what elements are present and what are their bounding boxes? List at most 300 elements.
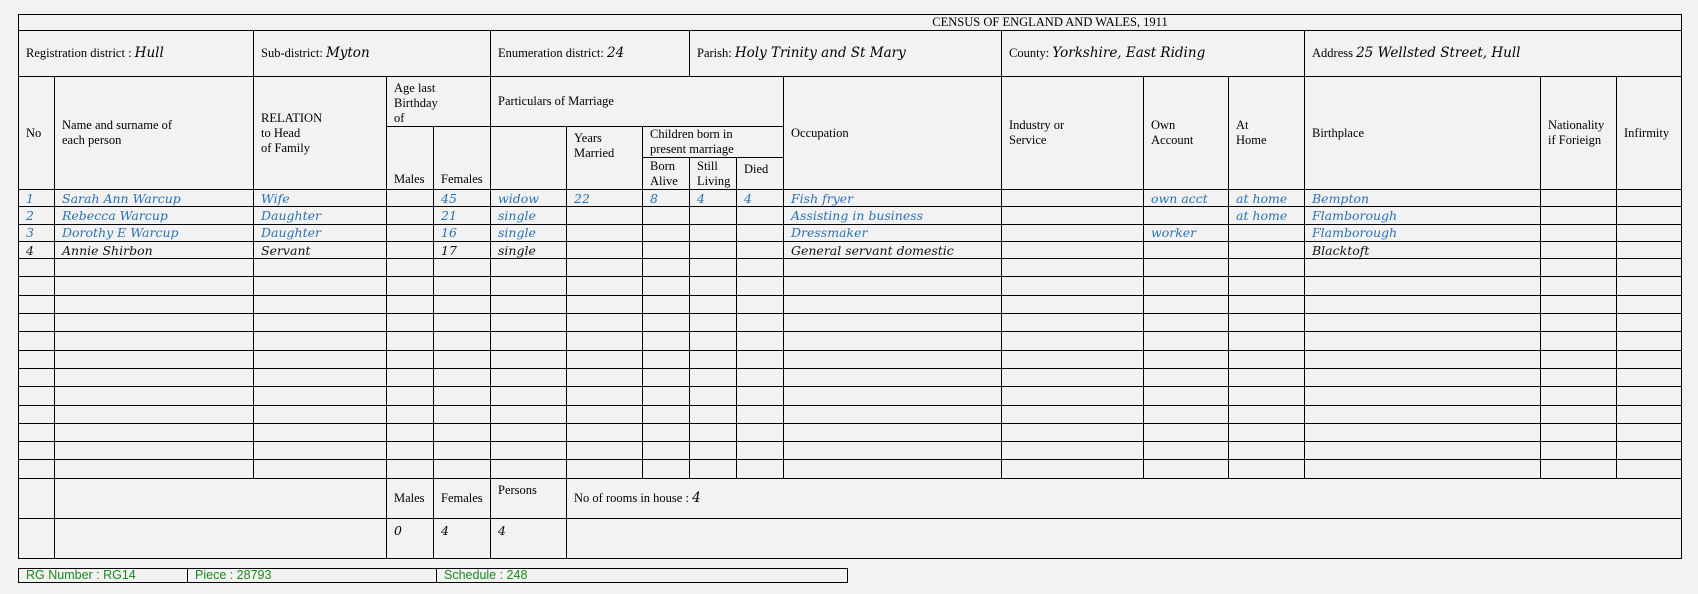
blank-cell — [491, 259, 567, 277]
header-died: Died — [737, 158, 784, 190]
blank-cell — [737, 332, 784, 350]
blank-cell — [55, 387, 254, 405]
blank-cell — [1541, 442, 1617, 460]
blank-cell — [434, 350, 491, 368]
county-label: County: — [1009, 46, 1050, 60]
address-label: Address — [1312, 46, 1353, 60]
blank-cell — [1229, 314, 1305, 332]
blank-cell — [19, 460, 55, 478]
census-title: CENSUS OF ENGLAND AND WALES, 1911 — [19, 15, 1682, 31]
cell-nationality — [1541, 190, 1617, 207]
header-born-alive — [643, 158, 690, 190]
blank-cell — [1305, 387, 1541, 405]
blank-cell — [690, 332, 737, 350]
blank-cell — [19, 368, 55, 386]
blank-cell — [19, 442, 55, 460]
enumeration-district — [491, 31, 690, 77]
cell-industry — [1002, 207, 1144, 224]
header-industry-line2: Service — [1009, 133, 1047, 147]
blank-row — [19, 314, 1682, 332]
blank-cell — [1541, 277, 1617, 295]
blank-cell — [1144, 350, 1229, 368]
cell-nationality — [1541, 241, 1617, 258]
blank-cell — [1002, 259, 1144, 277]
blank-cell — [55, 259, 254, 277]
blank-cell — [434, 295, 491, 313]
blank-cell — [737, 314, 784, 332]
blank-cell — [491, 405, 567, 423]
cell-born — [643, 207, 690, 224]
blank-cell — [643, 368, 690, 386]
table-row — [19, 190, 1682, 207]
cell-marriage: single — [491, 241, 567, 258]
cell-occupation: Dressmaker — [784, 224, 1002, 241]
cell-living — [690, 241, 737, 258]
cell-no: 3 — [19, 224, 55, 241]
blank-cell — [567, 350, 643, 368]
rg-number: RG Number : RG14 — [19, 569, 188, 583]
blank-cell — [55, 460, 254, 478]
blank-row — [19, 368, 1682, 386]
blank-cell — [254, 405, 387, 423]
blank-cell — [55, 277, 254, 295]
blank-row — [19, 442, 1682, 460]
blank-cell — [1002, 350, 1144, 368]
rooms-in-house — [567, 478, 1682, 518]
blank-cell — [643, 442, 690, 460]
blank-cell — [387, 405, 434, 423]
blank-cell — [1541, 368, 1617, 386]
address — [1305, 31, 1682, 77]
blank-cell — [434, 332, 491, 350]
cell-relation: Wife — [254, 190, 387, 207]
cell-females: 21 — [434, 207, 491, 224]
cell-home: at home — [1229, 190, 1305, 207]
cell-birthplace: Bempton — [1305, 190, 1541, 207]
cell-home: at home — [1229, 207, 1305, 224]
header-name — [55, 77, 254, 190]
header-nationality — [1541, 77, 1617, 190]
blank-cell — [784, 460, 1002, 478]
totals-value-row — [19, 518, 1682, 558]
blank-cell — [737, 259, 784, 277]
blank-cell — [254, 314, 387, 332]
blank-cell — [387, 277, 434, 295]
header-relation-line1: RELATION — [261, 110, 323, 125]
blank-cell — [1002, 387, 1144, 405]
blank-cell — [1617, 368, 1682, 386]
blank-cell — [1305, 314, 1541, 332]
blank-cell — [55, 295, 254, 313]
blank-cell — [1305, 368, 1541, 386]
cell-marriage: widow — [491, 190, 567, 207]
cell-females: 17 — [434, 241, 491, 258]
rooms-label: No of rooms in house : — [574, 490, 689, 505]
blank-cell — [387, 387, 434, 405]
header-children-line1: Children born in — [650, 127, 733, 141]
blank-cell — [1144, 460, 1229, 478]
cell-occupation: Assisting in business — [784, 207, 1002, 224]
cell-no: 2 — [19, 207, 55, 224]
blank-cell — [19, 295, 55, 313]
registration-label: Registration district : — [26, 46, 132, 60]
header-children-line2: present marriage — [650, 142, 734, 156]
blank-cell — [1305, 350, 1541, 368]
blank-cell — [1002, 442, 1144, 460]
blank-cell — [1617, 405, 1682, 423]
blank-cell — [1229, 423, 1305, 441]
blank-cell — [254, 460, 387, 478]
cell-males — [387, 190, 434, 207]
header-marriage-status — [491, 127, 567, 190]
blank-cell — [567, 277, 643, 295]
blank-cell — [491, 332, 567, 350]
blank-cell — [690, 423, 737, 441]
blank-cell — [690, 405, 737, 423]
header-occupation: Occupation — [784, 77, 1002, 190]
blank-cell — [19, 387, 55, 405]
blank-cell — [1617, 350, 1682, 368]
blank-cell — [1305, 277, 1541, 295]
blank-cell — [567, 259, 643, 277]
blank-cell — [1541, 423, 1617, 441]
header-home-line2: Home — [1236, 133, 1267, 147]
cell-males — [387, 224, 434, 241]
blank-cell — [491, 368, 567, 386]
blank-cell — [737, 387, 784, 405]
blank-cell — [1144, 295, 1229, 313]
blank-cell — [1229, 405, 1305, 423]
blank-cell — [254, 368, 387, 386]
blank-cell — [1002, 405, 1144, 423]
blank-cell — [434, 387, 491, 405]
blank-cell — [1229, 332, 1305, 350]
header-marriage: Particulars of Marriage — [491, 77, 784, 127]
blank-cell — [690, 295, 737, 313]
blank-cell — [643, 332, 690, 350]
piece-number: Piece : 28793 — [188, 569, 437, 583]
parish-value: Holy Trinity and St Mary — [734, 45, 906, 61]
blank-cell — [1305, 332, 1541, 350]
cell-relation: Daughter — [254, 224, 387, 241]
header-still-line2: Living — [697, 173, 731, 188]
blank-cell — [784, 387, 1002, 405]
cell-home — [1229, 224, 1305, 241]
blank-cell — [690, 387, 737, 405]
table-row — [19, 224, 1682, 241]
cell-birthplace: Flamborough — [1305, 224, 1541, 241]
blank-cell — [434, 460, 491, 478]
blank-cell — [737, 460, 784, 478]
blank-row — [19, 277, 1682, 295]
header-born-line1: Born — [650, 158, 675, 173]
cell-name: Sarah Ann Warcup — [55, 190, 254, 207]
blank-row — [19, 259, 1682, 277]
blank-cell — [254, 277, 387, 295]
blank-cell — [1305, 442, 1541, 460]
blank-cell — [254, 423, 387, 441]
cell-name: Annie Shirbon — [55, 241, 254, 258]
blank-cell — [387, 460, 434, 478]
blank-cell — [1002, 368, 1144, 386]
blank-cell — [643, 387, 690, 405]
blank-cell — [1002, 314, 1144, 332]
blank-cell — [1617, 332, 1682, 350]
blank-cell — [567, 460, 643, 478]
blank-cell — [737, 442, 784, 460]
header-age-line3: of — [394, 111, 405, 125]
totals-persons-label: Persons — [491, 478, 567, 518]
blank-cell — [1229, 295, 1305, 313]
cell-relation: Servant — [254, 241, 387, 258]
blank-cell — [491, 314, 567, 332]
registration-value: Hull — [134, 45, 164, 61]
totals-spacer-name-2 — [55, 518, 387, 558]
sub-district-label: Sub-district: — [261, 46, 323, 60]
blank-cell — [434, 277, 491, 295]
blank-cell — [491, 387, 567, 405]
blank-cell — [737, 405, 784, 423]
cell-birthplace: Blacktoft — [1305, 241, 1541, 258]
cell-home — [1229, 241, 1305, 258]
blank-cell — [387, 442, 434, 460]
blank-cell — [1541, 460, 1617, 478]
header-age — [387, 77, 491, 127]
cell-females: 16 — [434, 224, 491, 241]
header-home-line1: At — [1236, 118, 1249, 132]
header-years-line2: Married — [574, 146, 615, 160]
cell-died — [737, 207, 784, 224]
cell-own: worker — [1144, 224, 1229, 241]
schedule-number: Schedule : 248 — [437, 569, 848, 583]
totals-spacer-no-2 — [19, 518, 55, 558]
cell-infirmity — [1617, 190, 1682, 207]
blank-cell — [434, 423, 491, 441]
header-age-line1: Age last — [394, 81, 436, 95]
blank-cell — [567, 332, 643, 350]
blank-cell — [1541, 314, 1617, 332]
cell-nationality — [1541, 207, 1617, 224]
blank-cell — [690, 259, 737, 277]
blank-cell — [1144, 387, 1229, 405]
blank-cell — [1144, 368, 1229, 386]
header-own-account — [1144, 77, 1229, 190]
blank-cell — [784, 259, 1002, 277]
blank-cell — [254, 350, 387, 368]
blank-cell — [1305, 423, 1541, 441]
cell-died — [737, 241, 784, 258]
blank-cell — [784, 277, 1002, 295]
cell-industry — [1002, 241, 1144, 258]
header-relation-line3: of Family — [261, 140, 310, 155]
blank-cell — [1617, 314, 1682, 332]
blank-cell — [784, 423, 1002, 441]
enumeration-label: Enumeration district: — [498, 46, 604, 60]
cell-no: 1 — [19, 190, 55, 207]
blank-cell — [567, 295, 643, 313]
blank-cell — [737, 423, 784, 441]
cell-years — [567, 207, 643, 224]
header-own-line1: Own — [1151, 118, 1176, 132]
sub-district — [254, 31, 491, 77]
blank-cell — [1144, 405, 1229, 423]
blank-cell — [1144, 277, 1229, 295]
enumeration-value: 24 — [607, 45, 625, 61]
blank-cell — [737, 295, 784, 313]
header-still-line1: Still — [697, 158, 718, 173]
blank-row — [19, 350, 1682, 368]
registration-district — [19, 31, 254, 77]
blank-cell — [1541, 350, 1617, 368]
blank-cell — [1541, 332, 1617, 350]
cell-own — [1144, 241, 1229, 258]
totals-males-value: 0 — [387, 518, 434, 558]
blank-cell — [1617, 259, 1682, 277]
header-age-line2: Birthday — [394, 96, 438, 110]
census-form — [18, 14, 1681, 567]
blank-cell — [784, 442, 1002, 460]
totals-males-label: Males — [387, 478, 434, 518]
totals-females-label: Females — [434, 478, 491, 518]
blank-cell — [1229, 387, 1305, 405]
blank-cell — [491, 442, 567, 460]
cell-females: 45 — [434, 190, 491, 207]
rooms-value: 4 — [692, 489, 701, 506]
cell-own: own acct — [1144, 190, 1229, 207]
blank-cell — [491, 460, 567, 478]
cell-relation: Daughter — [254, 207, 387, 224]
cell-industry — [1002, 190, 1144, 207]
blank-cell — [643, 295, 690, 313]
district-row — [19, 31, 1682, 77]
blank-cell — [737, 350, 784, 368]
blank-cell — [19, 332, 55, 350]
header-no: No — [19, 77, 55, 190]
blank-cell — [491, 350, 567, 368]
totals-persons-value: 4 — [491, 518, 567, 558]
cell-name: Dorothy E Warcup — [55, 224, 254, 241]
blank-cell — [1002, 295, 1144, 313]
header-infirmity: Infirmity — [1617, 77, 1682, 190]
blank-cell — [690, 314, 737, 332]
cell-infirmity — [1617, 241, 1682, 258]
blank-cell — [1144, 259, 1229, 277]
blank-row — [19, 332, 1682, 350]
blank-cell — [19, 350, 55, 368]
blank-cell — [643, 350, 690, 368]
cell-born: 8 — [643, 190, 690, 207]
address-value: 25 Wellsted Street, Hull — [1356, 45, 1521, 61]
blank-cell — [784, 295, 1002, 313]
blank-cell — [254, 332, 387, 350]
blank-cell — [1229, 368, 1305, 386]
header-industry — [1002, 77, 1144, 190]
blank-cell — [55, 350, 254, 368]
blank-cell — [643, 460, 690, 478]
blank-cell — [254, 295, 387, 313]
header-years-line1: Years — [574, 131, 602, 145]
cell-living: 4 — [690, 190, 737, 207]
blank-cell — [643, 405, 690, 423]
header-at-home — [1229, 77, 1305, 190]
cell-name: Rebecca Warcup — [55, 207, 254, 224]
blank-cell — [387, 332, 434, 350]
blank-cell — [1002, 277, 1144, 295]
blank-cell — [737, 277, 784, 295]
sub-district-value: Myton — [325, 45, 370, 61]
blank-cell — [387, 368, 434, 386]
parish — [690, 31, 1002, 77]
header-still-living — [690, 158, 737, 190]
header-name-line1: Name and surname of — [62, 118, 173, 132]
cell-born — [643, 224, 690, 241]
cell-living — [690, 224, 737, 241]
blank-cell — [434, 442, 491, 460]
blank-cell — [1617, 387, 1682, 405]
cell-marriage: single — [491, 224, 567, 241]
totals-spacer-name — [55, 478, 387, 518]
cell-years — [567, 224, 643, 241]
totals-females-value: 4 — [434, 518, 491, 558]
blank-cell — [690, 460, 737, 478]
blank-cell — [55, 405, 254, 423]
blank-cell — [434, 405, 491, 423]
blank-cell — [1617, 277, 1682, 295]
reference-bar — [18, 568, 848, 583]
blank-cell — [1144, 314, 1229, 332]
blank-cell — [387, 314, 434, 332]
county — [1002, 31, 1305, 77]
blank-cell — [1002, 332, 1144, 350]
blank-row — [19, 460, 1682, 478]
blank-cell — [567, 442, 643, 460]
blank-cell — [1305, 460, 1541, 478]
blank-cell — [784, 405, 1002, 423]
blank-cell — [1617, 295, 1682, 313]
table-row — [19, 241, 1682, 258]
cell-occupation: Fish fryer — [784, 190, 1002, 207]
cell-nationality — [1541, 224, 1617, 241]
blank-cell — [1305, 405, 1541, 423]
blank-cell — [1617, 423, 1682, 441]
blank-cell — [784, 368, 1002, 386]
cell-born — [643, 241, 690, 258]
blank-cell — [19, 314, 55, 332]
blank-cell — [1617, 460, 1682, 478]
header-nationality-line2: if Forieign — [1548, 133, 1602, 147]
blank-cell — [19, 277, 55, 295]
blank-cell — [1541, 295, 1617, 313]
blank-row — [19, 423, 1682, 441]
totals-spacer-rest — [567, 518, 1682, 558]
blank-cell — [55, 332, 254, 350]
header-females: Females — [434, 127, 491, 190]
blank-row — [19, 295, 1682, 313]
blank-cell — [434, 368, 491, 386]
header-industry-line1: Industry or — [1009, 118, 1065, 132]
blank-cell — [567, 405, 643, 423]
blank-cell — [1541, 387, 1617, 405]
cell-died: 4 — [737, 190, 784, 207]
blank-cell — [643, 314, 690, 332]
blank-cell — [1144, 423, 1229, 441]
header-own-line2: Account — [1151, 133, 1194, 147]
blank-cell — [55, 442, 254, 460]
blank-cell — [1002, 423, 1144, 441]
blank-cell — [1229, 442, 1305, 460]
blank-cell — [567, 423, 643, 441]
blank-cell — [254, 259, 387, 277]
